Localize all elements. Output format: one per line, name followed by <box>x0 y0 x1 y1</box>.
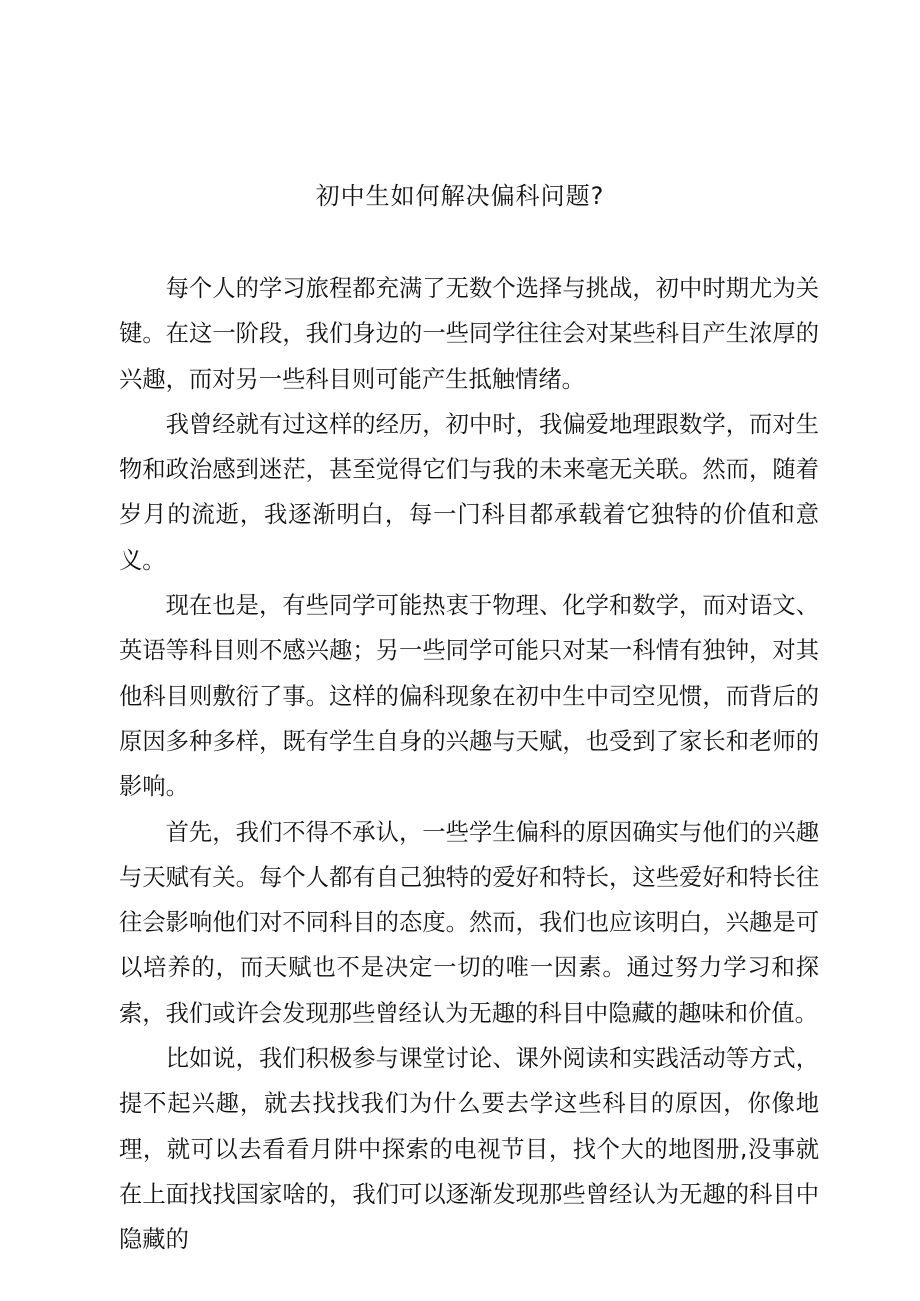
paragraph: 我曾经就有过这样的经历，初中时，我偏爱地理跟数学，而对生物和政治感到迷茫，甚至觉得它们与我的未来毫无关联。然而，随着岁月的流逝，我逐渐明白，每一门科目都承载着它独特的价值和意义。 <box>119 410 819 574</box>
paragraph: 首先，我们不得不承认，一些学生偏科的原因确实与他们的兴趣与天赋有关。每个人都有自己独特的爱好和特长，这些爱好和特长往往会影响他们对不同科目的态度。然而，我们也应该明白，兴趣是可以培养的，而天赋也不是决定一切的唯一因素。通过努力学习和探索，我们或许会发现那些曾经认为无趣的科目中隐藏的趣味和价值。 <box>119 818 819 1027</box>
document-title: 初中生如何解决偏科问题? <box>315 182 605 210</box>
paragraph: 比如说，我们积极参与课堂讨论、课外阅读和实践活动等方式，提不起兴趣，就去找找我们为什么要去学这些科目的原因，你像地理，就可以去看看月阱中探索的电视节目，找个大的地图册,没事就在上面找找国家啥的，我们可以逐渐发现那些曾经认为无趣的科目中隐藏的 <box>119 1045 819 1254</box>
paragraph: 每个人的学习旅程都充满了无数个选择与挑战，初中时期尤为关键。在这一阶段，我们身边的一些同学往往会对某些科目产生浓厚的兴趣，而对另一些科目则可能产生抵触情绪。 <box>119 275 819 393</box>
document-body <box>119 266 819 1263</box>
paragraph: 现在也是，有些同学可能热衷于物理、化学和数学，而对语文、英语等科目则不感兴趣；另一些同学可能只对某一科情有独钟，对其他科目则敷衍了事。这样的偏科现象在初中生中司空见惯，而背后的原因多种多样，既有学生自身的兴趣与天赋，也受到了家长和老师的影响。 <box>119 592 819 801</box>
